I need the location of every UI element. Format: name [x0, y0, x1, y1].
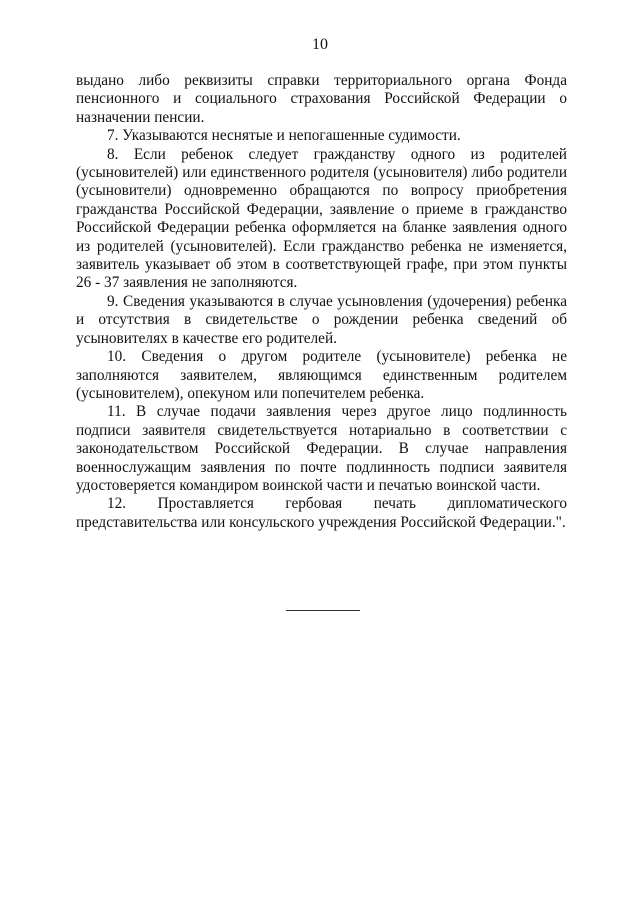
- page-number: 10: [312, 36, 328, 53]
- end-separator-line: [286, 610, 360, 611]
- paragraph-item-8: 8. Если ребенок следует гражданству одного из родителей (усыновителей) или единственного родителя (усыновителя) либо родители (усыновители) одновременно обращаются по вопросу приобретения гражданства Российской Федерации, заявление о приеме в гражданство Российской Федерации ребенка оформляется на бланке заявления одного из родителей (усыновителей). Если гражданство ребенка не изменяется, заявитель указывает об этом в соответствующей графе, при этом пункты 26 - 37 заявления не заполняются.: [76, 145, 567, 292]
- paragraph-continuation: выдано либо реквизиты справки территориального органа Фонда пенсионного и социального страхования Российской Федерации о назначении пенсии.: [76, 72, 567, 126]
- document-body: [76, 72, 567, 532]
- paragraph-item-10: 10. Сведения о другом родителе (усыновителе) ребенка не заполняются заявителем, являющимся единственным родителем (усыновителем), опекуном или попечителем ребенка.: [76, 348, 567, 402]
- paragraph-item-11: 11. В случае подачи заявления через другое лицо подлинность подписи заявителя свидетельствуется нотариально в соответствии с законодательством Российской Федерации. В случае направления военнослужащим заявления по почте подлинность подписи заявителя удостоверяется командиром воинской части и печатью воинской части.: [76, 403, 567, 494]
- paragraph-item-12: 12. Проставляется гербовая печать дипломатического представительства или консульского учреждения Российской Федерации.".: [76, 495, 567, 531]
- paragraph-item-9: 9. Сведения указываются в случае усыновления (удочерения) ребенка и отсутствия в свидетельстве о рождении ребенка сведений об усыновителях в качестве его родителей.: [76, 292, 567, 347]
- paragraph-item-7: 7. Указываются неснятые и непогашенные судимости.: [107, 127, 461, 145]
